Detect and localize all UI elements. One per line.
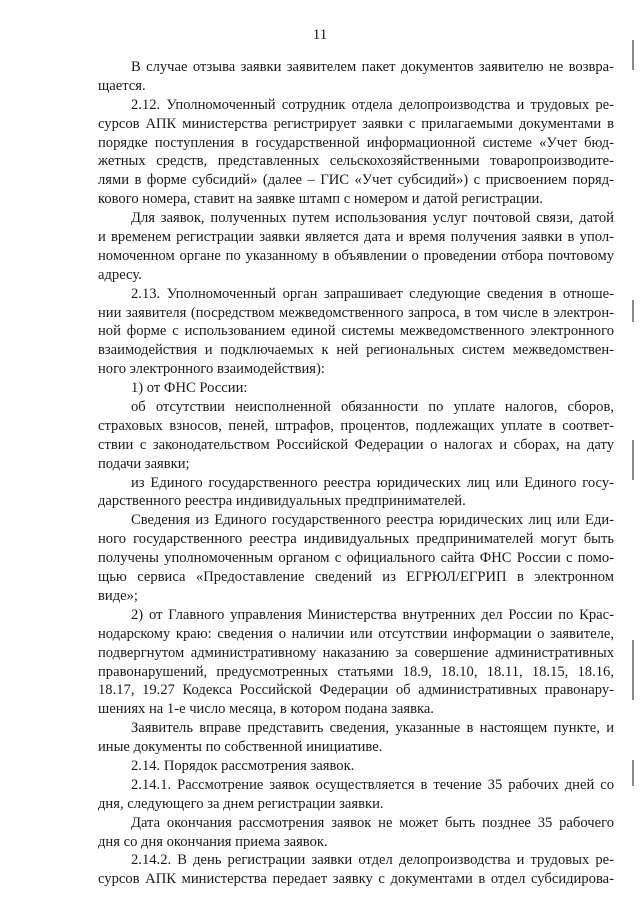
text-line: лями в форме субсидий» (далее – ГИС «Учет субсидий») с присвоением поряд- xyxy=(98,172,614,189)
scan-edge-mark xyxy=(632,300,634,322)
text-line: нии заявителя (посредством межведомственного запроса, в том числе в электрон- xyxy=(98,304,614,321)
text-line: об отсутствии неисполненной обязанности по уплате налогов, сборов, xyxy=(131,399,614,416)
text-line: 18.17, 19.27 Кодекса Российской Федерации об административных правонару- xyxy=(98,682,614,699)
text-line: Для заявок, полученных путем использования услуг почтовой связи, датой xyxy=(131,210,614,227)
text-line: сурсов АПК министерства регистрирует заявки с прилагаемыми документами в xyxy=(98,115,614,132)
text-line: страховых взносов, пеней, штрафов, процентов, подлежащих уплате в соответ- xyxy=(98,417,614,434)
text-line: ствии с законодательством Российской Федерации о налогах и сборах, на дату xyxy=(98,436,614,453)
text-line: подвергнутом административному наказанию за совершение административных xyxy=(98,644,614,661)
text-line: правонарушений, предусмотренных статьями 18.9, 18.10, 18.11, 18.15, 18.16, xyxy=(98,663,614,680)
text-line: из Единого государственного реестра юридических лиц или Единого госу- xyxy=(131,474,614,491)
text-line: 2.13. Уполномоченный орган запрашивает следующие сведения в отноше- xyxy=(131,285,614,302)
scan-edge-mark xyxy=(632,640,634,700)
text-line: адресу. xyxy=(98,266,142,283)
text-line: 2.12. Уполномоченный сотрудник отдела делопроизводства и трудовых ре- xyxy=(131,96,614,113)
scan-edge-mark xyxy=(632,760,634,786)
text-line: дня со дня окончания приема заявок. xyxy=(98,833,328,850)
text-line: нодарскому краю: сведения о наличии или отсутствии информации о заявителе, xyxy=(98,625,614,642)
text-line: подачи заявки; xyxy=(98,455,190,472)
text-line: номоченном органе по указанному в объявлении о проведении отбора почтовому xyxy=(98,247,614,264)
text-line: 2) от Главного управления Министерства внутренних дел России по Крас- xyxy=(131,606,614,623)
text-line: Сведения из Единого государственного реестра юридических лиц или Еди- xyxy=(131,512,614,529)
text-line: ной форме с использованием единой системы межведомственного электронного xyxy=(98,323,614,340)
text-line: сурсов АПК министерства передает заявку с документами в отдел субсидирова- xyxy=(98,871,614,888)
document-body xyxy=(98,58,614,889)
text-line: щается. xyxy=(98,77,146,94)
text-line: Заявитель вправе представить сведения, указанные в настоящем пункте, и xyxy=(131,720,614,737)
text-line: виде»; xyxy=(98,587,138,604)
text-line: ного электронного взаимодействия): xyxy=(98,361,325,378)
text-line: порядке поступления в государственной информационной системе «Учет бюд- xyxy=(98,134,614,151)
text-line: В случае отзыва заявки заявителем пакет документов заявителю не возвра- xyxy=(131,59,614,75)
text-line: 1) от ФНС России: xyxy=(131,380,248,397)
text-line: щью сервиса «Предоставление сведений из ЕГРЮЛ/ЕГРИП в электронном xyxy=(98,569,614,586)
text-line: кового номера, ставит на заявке штамп с номером и датой регистрации. xyxy=(98,191,543,208)
text-line: получены уполномоченным органом с официального сайта ФНС России с помо- xyxy=(98,550,614,567)
text-line: жетных средств, представленных сельскохозяйственными товаропроизводите- xyxy=(98,153,614,170)
text-line: ного государственного реестра индивидуальных предпринимателей могут быть xyxy=(98,531,614,548)
page-number: 11 xyxy=(312,27,328,43)
text-line: 2.14. Порядок рассмотрения заявок. xyxy=(131,757,355,774)
text-line: Дата окончания рассмотрения заявок не может быть позднее 35 рабочего xyxy=(131,814,614,831)
text-line: шениях на 1-е число месяца, в котором подана заявка. xyxy=(98,701,434,718)
text-line: дарственного реестра индивидуальных предпринимателей. xyxy=(98,493,466,510)
text-line: 2.14.1. Рассмотрение заявок осуществляется в течение 35 рабочих дней со xyxy=(131,776,614,793)
scan-edge-mark xyxy=(632,440,634,480)
text-line: и временем регистрации заявки является дата и время получения заявки в упол- xyxy=(98,229,614,246)
text-line: взаимодействия и подключаемых к ней региональных систем межведомствен- xyxy=(98,342,614,359)
text-line: дня, следующего за днем регистрации заявки. xyxy=(98,795,384,812)
scan-edge-mark xyxy=(632,40,634,70)
text-line: иные документы по собственной инициативе. xyxy=(98,739,383,756)
text-line: 2.14.2. В день регистрации заявки отдел делопроизводства и трудовых ре- xyxy=(131,852,614,869)
